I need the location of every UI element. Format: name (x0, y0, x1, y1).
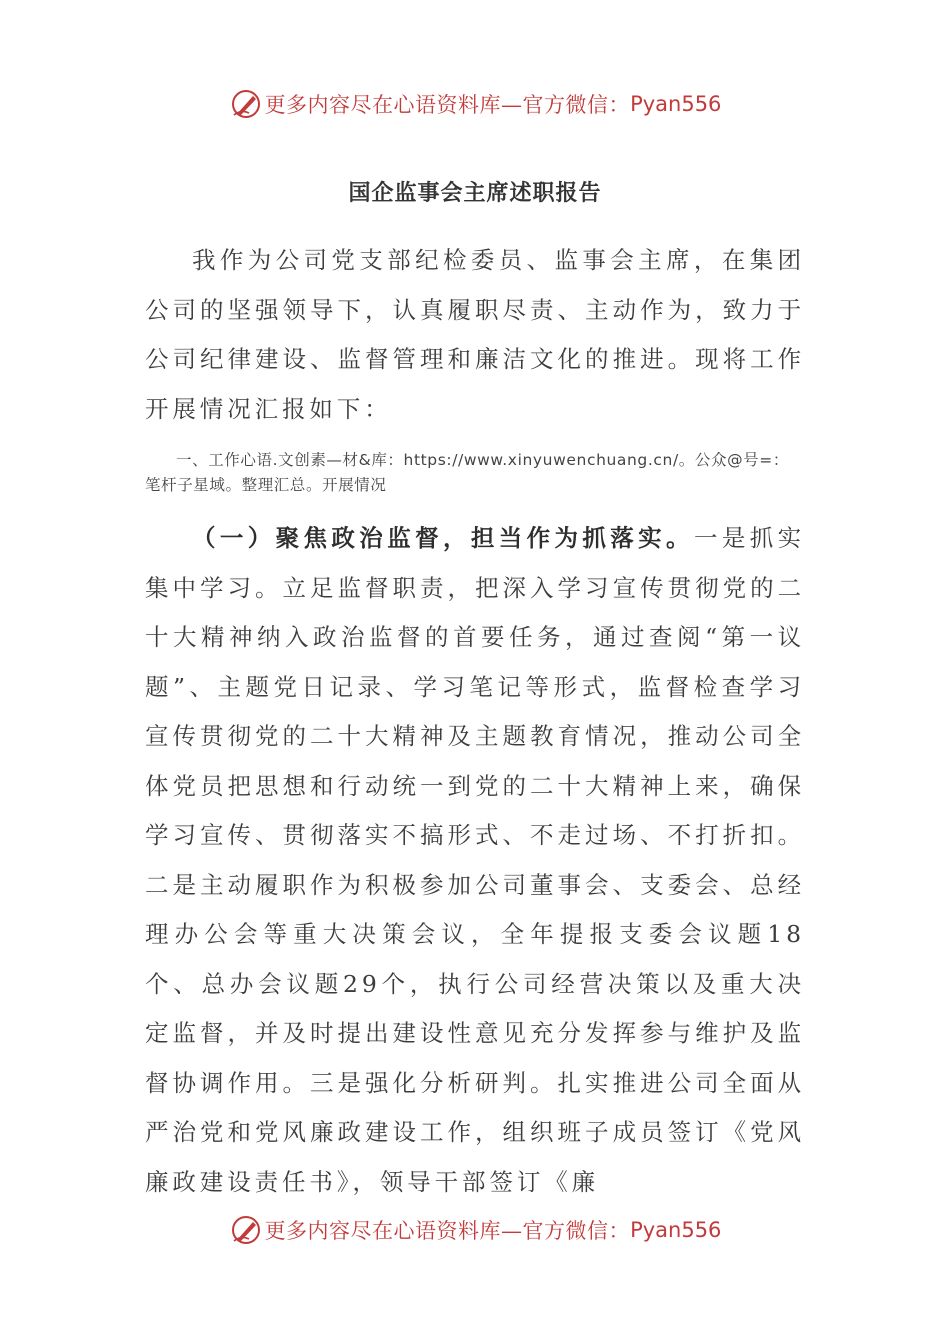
banner-text: 更多内容尽在心语资料库—官方微信： (264, 93, 631, 117)
section-1-heading: （一）聚焦政治监督，担当作为抓落实。 (192, 524, 694, 552)
section-heading-line: 一、工作心语.文创素—材&库：https://www.xinyuwenchuang.cn/。公众@号=：笔杆子星域。整理汇总。开展情况 (145, 451, 789, 494)
quill-logo-icon (229, 1213, 263, 1247)
banner-wechat-id: Pyan556 (630, 1218, 722, 1242)
banner-wechat-id: Pyan556 (630, 92, 722, 116)
intro-paragraph: 我作为公司党支部纪检委员、监事会主席，在集团公司的坚强领导下，认真履职尽责、主动作为，致力于公司纪律建设、监督管理和廉洁文化的推进。现将工作开展情况汇报如下： (145, 246, 805, 423)
quill-logo-icon (229, 87, 263, 121)
header-watermark-banner (0, 84, 950, 124)
footer-watermark-banner (0, 1210, 950, 1250)
document-title: 国企监事会主席述职报告 (348, 180, 602, 206)
section-1-body: 一是抓实集中学习。立足监督职责，把深入学习宣传贯彻党的二十大精神纳入政治监督的首要任务，通过查阅“第一议题”、主题党日记录、学习笔记等形式，监督检查学习宣传贯彻党的二十大精神及主题教育情况，推动公司全体党员把思想和行动统一到党的二十大精神上来，确保学习宣传、贯彻落实不搞形式、不走过场、不打折扣。二是主动履职作为积极参加公司董事会、支委会、总经理办公会等重大决策会议，全年提报支委会议题18个、总办会议题29个，执行公司经营决策以及重大决定监督，并及时提出建设性意见充分发挥参与维护及监督协调作用。三是强化分析研判。扎实推进公司全面从严治党和党风廉政建设工作，组织班子成员签订《党风廉政建设责任书》，领导干部签订《廉 (145, 524, 805, 1196)
section-1-paragraph (145, 514, 805, 1207)
document-body (145, 236, 805, 1207)
banner-text: 更多内容尽在心语资料库—官方微信： (264, 1219, 631, 1243)
